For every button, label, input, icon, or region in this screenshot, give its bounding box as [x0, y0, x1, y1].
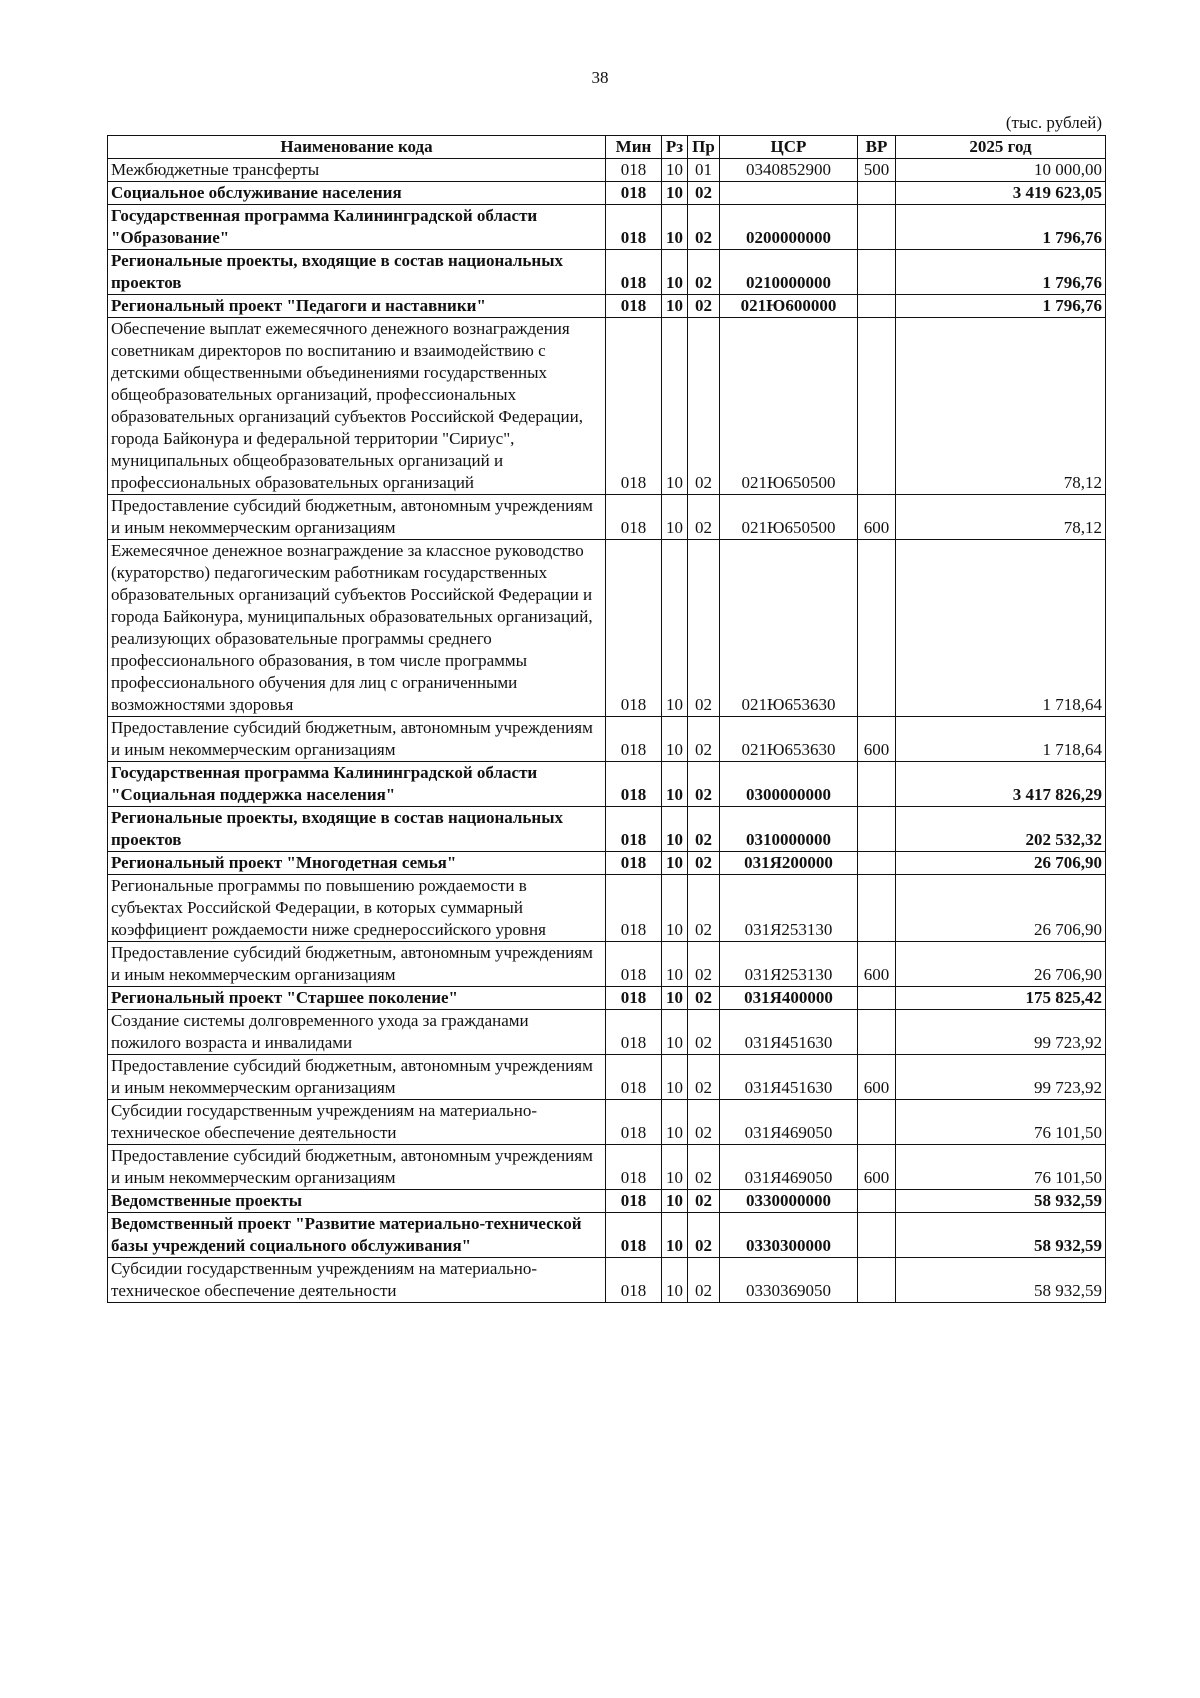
cell-rz: 10 — [662, 1010, 688, 1055]
cell-vr — [858, 1190, 896, 1213]
cell-min: 018 — [606, 1055, 662, 1100]
cell-pr: 02 — [688, 182, 720, 205]
cell-pr: 02 — [688, 762, 720, 807]
table-row — [108, 250, 1106, 295]
cell-csr: 0330000000 — [720, 1190, 858, 1213]
cell-name: Предоставление субсидий бюджетным, автономным учреждениям и иным некоммерческим организациям — [108, 1145, 606, 1190]
page-number: 38 — [591, 68, 609, 87]
cell-name: Ведомственные проекты — [108, 1190, 606, 1213]
cell-csr: 0330369050 — [720, 1258, 858, 1303]
cell-name: Социальное обслуживание населения — [108, 182, 606, 205]
cell-name: Ведомственный проект "Развитие материально-технической базы учреждений социального обслуживания" — [108, 1213, 606, 1258]
cell-vr: 600 — [858, 1055, 896, 1100]
cell-pr: 02 — [688, 852, 720, 875]
column-header-name: Наименование кода — [108, 136, 606, 159]
cell-vr — [858, 182, 896, 205]
cell-name: Региональные проекты, входящие в состав национальных проектов — [108, 807, 606, 852]
cell-pr: 02 — [688, 987, 720, 1010]
cell-pr: 02 — [688, 942, 720, 987]
cell-vr — [858, 852, 896, 875]
cell-rz: 10 — [662, 1213, 688, 1258]
cell-min: 018 — [606, 205, 662, 250]
cell-vr — [858, 875, 896, 942]
cell-pr: 02 — [688, 1213, 720, 1258]
cell-pr: 02 — [688, 875, 720, 942]
column-header-csr: ЦСР — [720, 136, 858, 159]
cell-vr: 500 — [858, 159, 896, 182]
table-row — [108, 205, 1106, 250]
cell-pr: 01 — [688, 159, 720, 182]
table-row — [108, 1213, 1106, 1258]
cell-amount: 1 718,64 — [896, 717, 1106, 762]
cell-min: 018 — [606, 942, 662, 987]
cell-amount: 1 796,76 — [896, 205, 1106, 250]
cell-rz: 10 — [662, 852, 688, 875]
cell-rz: 10 — [662, 1100, 688, 1145]
units-label: (тыс. рублей) — [1005, 113, 1102, 132]
table-row — [108, 1010, 1106, 1055]
cell-rz: 10 — [662, 717, 688, 762]
cell-name: Государственная программа Калининградской области "Социальная поддержка населения" — [108, 762, 606, 807]
cell-min: 018 — [606, 318, 662, 495]
cell-min: 018 — [606, 807, 662, 852]
cell-rz: 10 — [662, 1190, 688, 1213]
cell-name: Создание системы долговременного ухода за гражданами пожилого возраста и инвалидами — [108, 1010, 606, 1055]
cell-min: 018 — [606, 495, 662, 540]
table-row — [108, 942, 1106, 987]
cell-pr: 02 — [688, 295, 720, 318]
cell-amount: 3 419 623,05 — [896, 182, 1106, 205]
cell-pr: 02 — [688, 250, 720, 295]
cell-amount: 1 796,76 — [896, 250, 1106, 295]
cell-vr — [858, 295, 896, 318]
cell-amount: 78,12 — [896, 318, 1106, 495]
table-row — [108, 1055, 1106, 1100]
table-row — [108, 495, 1106, 540]
cell-csr: 031Я451630 — [720, 1055, 858, 1100]
cell-rz: 10 — [662, 875, 688, 942]
cell-amount: 58 932,59 — [896, 1213, 1106, 1258]
table-row — [108, 159, 1106, 182]
cell-min: 018 — [606, 540, 662, 717]
cell-min: 018 — [606, 987, 662, 1010]
cell-name: Региональный проект "Старшее поколение" — [108, 987, 606, 1010]
cell-csr — [720, 182, 858, 205]
cell-csr: 021Ю653630 — [720, 540, 858, 717]
cell-name: Субсидии государственным учреждениям на материально-техническое обеспечение деятельности — [108, 1100, 606, 1145]
table-row — [108, 807, 1106, 852]
cell-min: 018 — [606, 1190, 662, 1213]
cell-pr: 02 — [688, 1258, 720, 1303]
cell-csr: 031Я469050 — [720, 1100, 858, 1145]
cell-min: 018 — [606, 159, 662, 182]
budget-table — [107, 135, 1106, 1303]
cell-pr: 02 — [688, 318, 720, 495]
cell-pr: 02 — [688, 1190, 720, 1213]
cell-rz: 10 — [662, 1055, 688, 1100]
cell-pr: 02 — [688, 1055, 720, 1100]
cell-csr: 031Я253130 — [720, 942, 858, 987]
cell-amount: 26 706,90 — [896, 942, 1106, 987]
cell-pr: 02 — [688, 495, 720, 540]
cell-csr: 031Я469050 — [720, 1145, 858, 1190]
table-row — [108, 295, 1106, 318]
cell-amount: 202 532,32 — [896, 807, 1106, 852]
cell-csr: 0310000000 — [720, 807, 858, 852]
cell-rz: 10 — [662, 250, 688, 295]
cell-amount: 1 718,64 — [896, 540, 1106, 717]
cell-vr — [858, 1258, 896, 1303]
table-header — [108, 136, 1106, 159]
cell-rz: 10 — [662, 1258, 688, 1303]
cell-csr: 031Я200000 — [720, 852, 858, 875]
cell-csr: 021Ю650500 — [720, 318, 858, 495]
table-row — [108, 852, 1106, 875]
cell-csr: 0210000000 — [720, 250, 858, 295]
cell-name: Ежемесячное денежное вознаграждение за классное руководство (кураторство) педагогическим работникам государственных образовательных организаций субъектов Российской Федерации и города Байконура, муниципальных образовательных организаций, реализующих образовательные программы среднего профессионального образования, в том числе программы профессионального обучения для лиц с ограниченными возможностями здоровья — [108, 540, 606, 717]
cell-amount: 10 000,00 — [896, 159, 1106, 182]
table-row — [108, 1258, 1106, 1303]
cell-amount: 76 101,50 — [896, 1100, 1106, 1145]
cell-vr — [858, 318, 896, 495]
cell-pr: 02 — [688, 807, 720, 852]
cell-amount: 26 706,90 — [896, 852, 1106, 875]
cell-csr: 0340852900 — [720, 159, 858, 182]
cell-min: 018 — [606, 1100, 662, 1145]
cell-name: Региональный проект "Многодетная семья" — [108, 852, 606, 875]
cell-vr — [858, 762, 896, 807]
column-header-amount: 2025 год — [896, 136, 1106, 159]
cell-amount: 58 932,59 — [896, 1258, 1106, 1303]
table-row — [108, 540, 1106, 717]
cell-min: 018 — [606, 182, 662, 205]
column-header-min: Мин — [606, 136, 662, 159]
cell-rz: 10 — [662, 318, 688, 495]
cell-pr: 02 — [688, 1010, 720, 1055]
cell-rz: 10 — [662, 495, 688, 540]
cell-csr: 031Я400000 — [720, 987, 858, 1010]
table-row — [108, 762, 1106, 807]
cell-csr: 031Я451630 — [720, 1010, 858, 1055]
cell-pr: 02 — [688, 540, 720, 717]
cell-rz: 10 — [662, 540, 688, 717]
cell-csr: 031Я253130 — [720, 875, 858, 942]
cell-vr — [858, 807, 896, 852]
cell-amount: 78,12 — [896, 495, 1106, 540]
cell-vr — [858, 1010, 896, 1055]
cell-amount: 99 723,92 — [896, 1055, 1106, 1100]
table-row — [108, 1190, 1106, 1213]
cell-csr: 0330300000 — [720, 1213, 858, 1258]
cell-csr: 0200000000 — [720, 205, 858, 250]
cell-amount: 3 417 826,29 — [896, 762, 1106, 807]
column-header-rz: Рз — [662, 136, 688, 159]
table-row — [108, 875, 1106, 942]
cell-pr: 02 — [688, 717, 720, 762]
cell-amount: 1 796,76 — [896, 295, 1106, 318]
cell-min: 018 — [606, 762, 662, 807]
cell-csr: 021Ю653630 — [720, 717, 858, 762]
cell-vr — [858, 1213, 896, 1258]
cell-name: Субсидии государственным учреждениям на материально-техническое обеспечение деятельности — [108, 1258, 606, 1303]
cell-min: 018 — [606, 852, 662, 875]
cell-name: Региональный проект "Педагоги и наставники" — [108, 295, 606, 318]
cell-csr: 021Ю650500 — [720, 495, 858, 540]
cell-min: 018 — [606, 1010, 662, 1055]
table-row — [108, 987, 1106, 1010]
table-row — [108, 318, 1106, 495]
cell-vr: 600 — [858, 495, 896, 540]
cell-rz: 10 — [662, 1145, 688, 1190]
cell-vr — [858, 540, 896, 717]
cell-pr: 02 — [688, 205, 720, 250]
cell-min: 018 — [606, 295, 662, 318]
cell-vr — [858, 250, 896, 295]
cell-amount: 26 706,90 — [896, 875, 1106, 942]
column-header-vr: ВР — [858, 136, 896, 159]
cell-rz: 10 — [662, 942, 688, 987]
cell-name: Государственная программа Калининградской области "Образование" — [108, 205, 606, 250]
table-row — [108, 182, 1106, 205]
cell-min: 018 — [606, 1145, 662, 1190]
cell-vr: 600 — [858, 1145, 896, 1190]
cell-vr: 600 — [858, 942, 896, 987]
cell-vr — [858, 205, 896, 250]
cell-rz: 10 — [662, 807, 688, 852]
cell-name: Региональные программы по повышению рождаемости в субъектах Российской Федерации, в которых суммарный коэффициент рождаемости ниже среднероссийского уровня — [108, 875, 606, 942]
cell-amount: 175 825,42 — [896, 987, 1106, 1010]
cell-rz: 10 — [662, 762, 688, 807]
cell-amount: 58 932,59 — [896, 1190, 1106, 1213]
cell-name: Предоставление субсидий бюджетным, автономным учреждениям и иным некоммерческим организациям — [108, 1055, 606, 1100]
cell-min: 018 — [606, 250, 662, 295]
cell-vr: 600 — [858, 717, 896, 762]
cell-rz: 10 — [662, 295, 688, 318]
cell-name: Региональные проекты, входящие в состав национальных проектов — [108, 250, 606, 295]
cell-min: 018 — [606, 875, 662, 942]
cell-rz: 10 — [662, 182, 688, 205]
cell-pr: 02 — [688, 1145, 720, 1190]
cell-amount: 76 101,50 — [896, 1145, 1106, 1190]
cell-min: 018 — [606, 717, 662, 762]
table-row — [108, 1100, 1106, 1145]
cell-pr: 02 — [688, 1100, 720, 1145]
cell-vr — [858, 1100, 896, 1145]
cell-csr: 0300000000 — [720, 762, 858, 807]
cell-name: Обеспечение выплат ежемесячного денежного вознаграждения советникам директоров по воспитанию и взаимодействию с детскими общественными объединениями государственных общеобразовательных организаций, профессиональных образовательных организаций субъектов Российской Федерации, города Байконура и федеральной территории "Сириус", муниципальных общеобразовательных организаций и профессиональных образовательных организаций — [108, 318, 606, 495]
cell-min: 018 — [606, 1213, 662, 1258]
table-row — [108, 717, 1106, 762]
cell-min: 018 — [606, 1258, 662, 1303]
cell-name: Предоставление субсидий бюджетным, автономным учреждениям и иным некоммерческим организациям — [108, 495, 606, 540]
cell-amount: 99 723,92 — [896, 1010, 1106, 1055]
cell-name: Предоставление субсидий бюджетным, автономным учреждениям и иным некоммерческим организациям — [108, 717, 606, 762]
cell-name: Предоставление субсидий бюджетным, автономным учреждениям и иным некоммерческим организациям — [108, 942, 606, 987]
cell-rz: 10 — [662, 987, 688, 1010]
cell-csr: 021Ю600000 — [720, 295, 858, 318]
cell-name: Межбюджетные трансферты — [108, 159, 606, 182]
cell-rz: 10 — [662, 159, 688, 182]
cell-rz: 10 — [662, 205, 688, 250]
table-row — [108, 1145, 1106, 1190]
cell-vr — [858, 987, 896, 1010]
column-header-pr: Пр — [688, 136, 720, 159]
